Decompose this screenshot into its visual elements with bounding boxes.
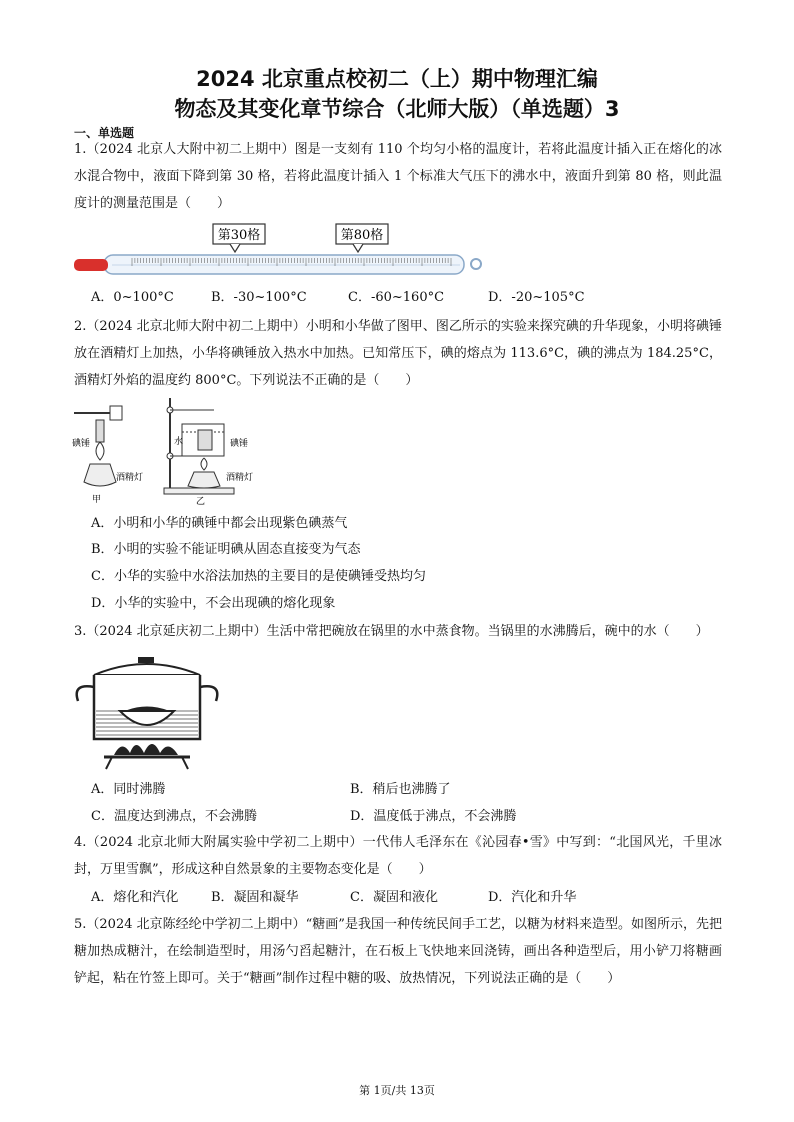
q2-option-c[interactable]: C．小华的实验中水浴法加热的主要目的是使碘锤受热均匀: [91, 569, 426, 584]
flame-left: [96, 442, 104, 460]
q1-option-b[interactable]: B．-30~100°C: [211, 290, 307, 305]
section-heading: 一、单选题: [74, 126, 135, 140]
question-2-text: 2.（2024 北京北师大附中初二上期中）小明和小华做了图甲、图乙所示的实验来探究碘的升华现象，小明将碘锤放在酒精灯上加热，小华将碘锤放入热水中加热。已知常压下，碘的熔点为 113.6°C，碘的沸点为 184.25°C，酒精灯外焰的温度约 800°C。下列说法不正确的是（ ）: [74, 319, 722, 388]
flame-right: [201, 458, 207, 470]
label-water: 水: [174, 437, 184, 447]
label-iodine-hammer-right: 碘锤: [230, 439, 249, 449]
question-3-text: 3.（2024 北京延庆初二上期中）生活中常把碗放在锅里的水中蒸食物。当锅里的水沸腾后，碗中的水（ ）: [74, 624, 709, 639]
q1-option-a[interactable]: A．0~100°C: [91, 290, 174, 305]
label-lamp-right: 酒精灯: [226, 473, 254, 483]
iodine-hammer-left-shape: [96, 420, 104, 442]
q1-option-c[interactable]: C．-60~160°C: [348, 290, 445, 305]
q4-option-c[interactable]: C．凝固和液化: [350, 890, 438, 905]
question-4-text: 4.（2024 北京北师大附属实验中学初二上期中）一代伟人毛泽东在《沁园春•雪》中写到：“北国风光，千里冰封，万里雪飘”，形成这种自然景象的主要物态变化是（ ）: [74, 835, 722, 877]
q1-option-d[interactable]: D．-20~105°C: [488, 290, 585, 305]
q2-option-d[interactable]: D．小华的实验中，不会出现碘的熔化现象: [91, 596, 336, 611]
title-line-1: 2024 北京重点校初二（上）期中物理汇编: [196, 67, 598, 91]
q3-option-a[interactable]: A．同时沸腾: [91, 782, 166, 797]
label-iodine-hammer-left: 碘锤: [72, 439, 91, 449]
label-yi: 乙: [196, 497, 206, 507]
label-lamp-left: 酒精灯: [116, 473, 144, 483]
q3-option-c[interactable]: C．温度达到沸点，不会沸腾: [91, 809, 257, 824]
q4-option-d[interactable]: D．汽化和升华: [488, 890, 577, 905]
q2-option-a[interactable]: A．小明和小华的碘锤中都会出现紫色碘蒸气: [91, 516, 348, 531]
q3-option-b[interactable]: B．稍后也沸腾了: [350, 782, 451, 797]
alcohol-lamp-left: [84, 464, 116, 486]
stand-base: [164, 488, 234, 494]
title-line-2: 物态及其变化章节综合（北师大版）（单选题）3: [174, 97, 620, 121]
page-footer: 第 1页/共 13页: [359, 1084, 435, 1097]
alcohol-lamp-right: [188, 472, 220, 488]
question-5-text: 5.（2024 北京陈经纶中学初二上期中）“糖画”是我国一种传统民间手工艺，以糖为材料来造型。如图所示，先把糖加热成糖汁，在绘制造型时，用汤勺舀起糖汁，在石板上飞快地来回浇铸，画出各种造型后，用小铲刀将糖画铲起，粘在竹签上即可。关于“糖画”制作过程中糖的吸、放热情况，下列说法正确的是（ ）: [74, 917, 722, 986]
label-30: 第30格: [217, 228, 261, 243]
q2-option-b[interactable]: B．小明的实验不能证明碘从固态直接变为气态: [91, 542, 361, 557]
label-80: 第80格: [340, 228, 384, 243]
q4-option-b[interactable]: B．凝固和凝华: [211, 890, 299, 905]
clamp-left: [110, 406, 122, 420]
question-1-text: 1.（2024 北京人大附中初二上期中）图是一支刻有 110 个均匀小格的温度计，若将此温度计插入正在熔化的冰水混合物中，液面下降到第 30 格，若将此温度计插入 1 个标准大气压下的沸水中，液面升到第 80 格，则此温度计的测量范围是（ ）: [74, 142, 722, 211]
iodine-hammer-right-shape: [198, 430, 212, 450]
q4-option-a[interactable]: A．熔化和汽化: [91, 890, 179, 905]
thermometer-figure: [72, 222, 492, 278]
steaming-pot-figure: [72, 653, 222, 771]
stove-flame: [114, 744, 178, 755]
q3-option-d[interactable]: D．温度低于沸点，不会沸腾: [350, 809, 517, 824]
iodine-experiment-figure: [72, 396, 272, 508]
label-jia: 甲: [92, 495, 102, 505]
